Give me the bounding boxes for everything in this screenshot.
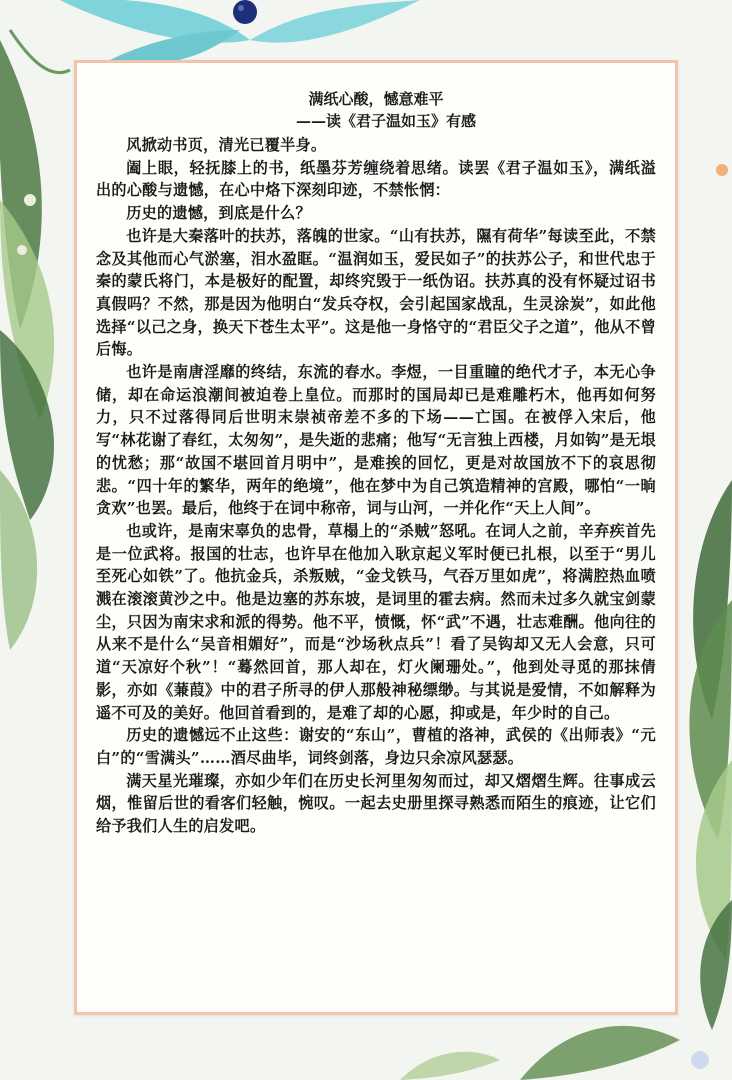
essay-subtitle: ——读《君子温如玉》有感 [296,112,477,130]
left-leaves-illustration [0,30,70,650]
essay-paragraph: 满天星光璀璨，亦如少年们在历史长河里匆匆而过，却又熠熠生辉。往事成云烟，惟留后世的看客们轻触，惋叹。一起去史册里探寻熟悉而陌生的痕迹，让它们给予我们人生的启发吧。 [96,771,656,836]
bottom-leaves-illustration [400,1026,709,1080]
essay-paragraph: 阖上眼，轻抚膝上的书，纸墨芬芳缠绕着思绪。读罢《君子温如玉》，满纸溢出的心酸与遗憾，在心中烙下深刻印迹，不禁怅惘： [96,158,656,200]
essay-body [96,134,656,838]
essay-content [96,88,656,838]
essay-paragraph: 历史的遗憾远不止这些：谢安的“东山”，曹植的洛神，武侯的《出师表》“元白”的“雪满头”……酒尽曲毕，词终剑落，身边只余凉风瑟瑟。 [96,726,656,767]
essay-paragraph: 风掀动书页，清光已覆半身。 [126,136,327,154]
essay-paragraph: 历史的遗憾，到底是什么？ [126,204,311,223]
pin-icon [233,0,257,24]
essay-paragraph: 也许是南唐淫靡的终结，东流的春水。李煜，一目重瞳的绝代才子，本无心争储，却在命运浪潮间被迫卷上皇位。而那时的国局却已是难雕朽木，他再如何努力，只不过落得同后世明末崇祯帝差不多的下场——亡国。在被俘入宋后，他写“林花谢了春红，太匆匆”，是失逝的悲痛；他写“无言独上西楼，月如钩”是无垠的忧愁；那“故国不堪回首月明中”，是难挨的回忆，更是对故国放不下的哀思彻悲。“四十年的繁华，两年的绝境”，他在梦中为自己筑造精神的宫殿，哪怕“一晌贪欢”也罢。最后，他终于在词中称帝，词与山河，一并化作“天上人间”。 [96,363,656,518]
essay-title: 满纸心酸，憾意难平 [308,90,444,108]
right-leaves-illustration [689,164,732,1030]
teal-leaf-ornament [60,0,420,64]
essay-paragraph: 也或许，是南宋辜负的忠骨，草榻上的“杀贼”怒吼。在词人之前，辛弃疾首先是一位武将。报国的壮志，也许早在他加入耿京起义军时便已扎根，以至于“男儿至死心如铁”了。他抗金兵，杀叛贼，“金戈铁马，气吞万里如虎”，将满腔热血喷溅在滚滚黄沙之中。他是边塞的苏东坡，是词里的霍去病。然而未过多久就宝剑蒙尘，只因为南宋求和派的得势。他不平，愤慨，怀“武”不遇，壮志难酬。他向往的从来不是什么“吴音相媚好”，而是“沙场秋点兵”！看了吴钩却又无人会意，只可道“天凉好个秋”！“蓦然回首，那人却在，灯火阑珊处。”，他到处寻觅的那抹倩影，亦如《蒹葭》中的君子所寻的伊人那般神秘缥缈。与其说是爱情，不如解释为遥不可及的美好。他回首看到的，是难了却的心愿，抑或是，年少时的自己。 [96,521,656,722]
essay-paragraph: 也许是大秦落叶的扶苏，落魄的世家。“山有扶苏，隰有荷华”每读至此，不禁念及其他而心气淤塞，泪水盈眶。“温润如玉，爱民如子”的扶苏公子，和世代忠于秦的蒙氏将门，本是极好的配置，却终究毁于一纸伪诏。扶苏真的没有怀疑过诏书真假吗？不然，那是因为他明白“发兵夺权，会引起国家战乱，生灵涂炭”，如此他选择“以己之身，换天下苍生太平”。这是他一身恪守的“君臣父子之道”，他从不曾后悔。 [96,226,656,359]
